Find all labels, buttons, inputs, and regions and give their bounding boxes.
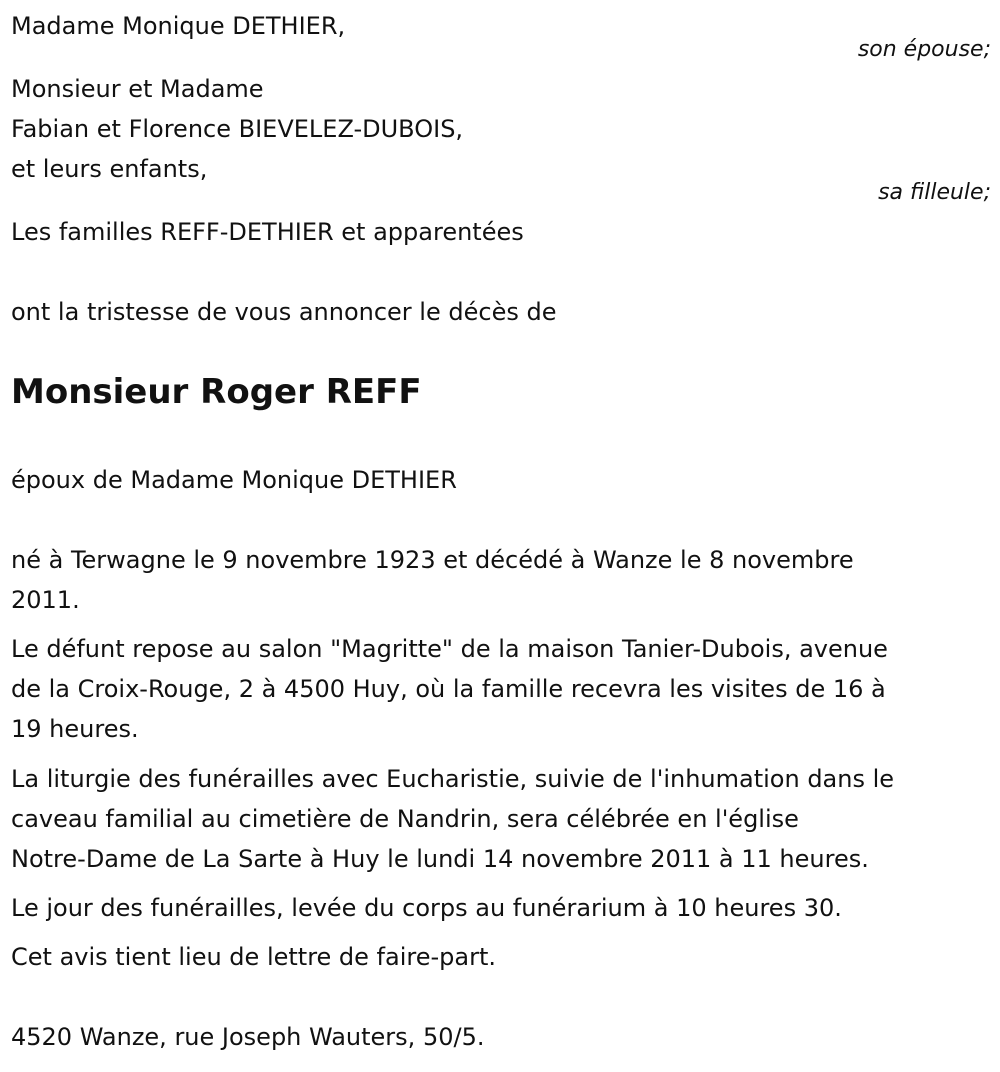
goddaughter-line-3: et leurs enfants, — [11, 155, 208, 183]
procession-line: Le jour des funérailles, levée du corps au funérarium à 10 heures 30. — [11, 894, 842, 922]
birth-death-line-2: 2011. — [11, 586, 80, 614]
notice-line: Cet avis tient lieu de lettre de faire-part. — [11, 943, 496, 971]
widow-relation: son épouse; — [857, 37, 991, 62]
visitation-line-3: 19 heures. — [11, 715, 139, 743]
announcement-line: ont la tristesse de vous annoncer le décès de — [11, 298, 557, 326]
deceased-name: Monsieur Roger REFF — [11, 372, 422, 412]
goddaughter-line-2: Fabian et Florence BIEVELEZ-DUBOIS, — [11, 115, 464, 143]
liturgy-line-1: La liturgie des funérailles avec Eucharistie, suivie de l'inhumation dans le — [11, 765, 895, 793]
widow-line: Madame Monique DETHIER, — [11, 12, 346, 40]
goddaughter-relation: sa filleule; — [878, 180, 991, 205]
families-line: Les familles REFF-DETHIER et apparentées — [11, 218, 524, 246]
visitation-line-1: Le défunt repose au salon "Magritte" de la maison Tanier-Dubois, avenue — [11, 635, 888, 663]
visitation-line-2: de la Croix-Rouge, 2 à 4500 Huy, où la famille recevra les visites de 16 à — [11, 675, 886, 703]
liturgy-line-2: caveau familial au cimetière de Nandrin, sera célébrée en l'église — [11, 805, 799, 833]
birth-death-line-1: né à Terwagne le 9 novembre 1923 et décédé à Wanze le 8 novembre — [11, 546, 854, 574]
address-line: 4520 Wanze, rue Joseph Wauters, 50/5. — [11, 1023, 485, 1051]
spouse-line: époux de Madame Monique DETHIER — [11, 466, 457, 494]
liturgy-line-3: Notre-Dame de La Sarte à Huy le lundi 14 novembre 2011 à 11 heures. — [11, 845, 869, 873]
goddaughter-line-1: Monsieur et Madame — [11, 75, 264, 103]
